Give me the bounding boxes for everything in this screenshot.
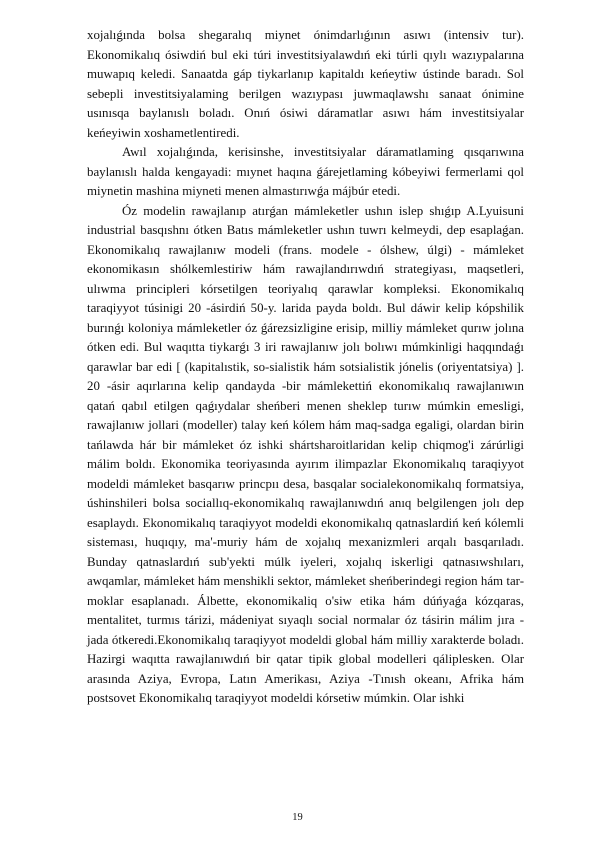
paragraph-3: Óz modelin rawajlanıp atırǵan mámleketler ushın islep shıǵıp A.Lyuisuni industrial basqıshnı ótken Batıs mámleketler ushın tuwrı kelmeydi, dep esaplaǵan. Ekonomikalıq rawajlanıw modeli (frans. modele - ólshew, úlgi) - mámleket ekonomikasın shólkemlestiriw hám rawajlandırıwdıń strategiyası, maqsetleri, ulıwma principleri kórsetilgen teoriyalıq qarawlar kompleksi. Ekonomikalıq taraqiyyot túsinigi 20 -ásirdiń 50-y. larida payda boldı. Bul dáwir kelip kópshilik burınǵı koloniya mámleketler óz ǵárezsizligine erisip, milliy mámleket qurıw jolına ótken edi. Bul waqıtta tiykarǵı 3 iri rawajlanıw jolı bolıwı múmkinligi haqqındaǵı qarawlar bar edi [ (kapitalıstik, so-sialistik hám sotsialistik jónelis (oriyentatsiya) ]. 20 -ásir aqırlarına kelip qandayda -bir mámlekettiń ekonomikalıq rawajlanıwın qatań qabıl etilgen qaǵıydalar sheńberi menen sheklep turıw múmkin emesligi, rawajlanıw jollari (modeller) talay keń kólem hám maq-sadga egaligi, olardan birin tańlawda hár bir mámleket óz ishki shártsharoitlaridan kelip chiqmog'i zárúrligi málim boldı. Ekonomika teoriyasında ayırım ilimpazlar Ekonomikalıq taraqiyyot modeldi mámleket basqarıw princpıı desa, basqalar socialekonomikalıq formatsiya, úshinshileri bolsa sociallıq-ekonomikalıq rawajlanıwdıń anıq belgilengen jolı dep esaplaydı. Ekonomikalıq taraqiyyot modeldi ekonomikalıq qatnaslardiń keń kólemli sisteması, huqıqıy, ma'-muriy hám de xojalıq mexanizmleri arqalı basqarıladı. Bunday qatnaslardıń sub'yekti múlk iyeleri, xojalıq iskerligi qatnasıwshıları, awqamlar, mámleket hám menshikli sektor, mámleket sheńberindegi region hám tar-moklar esaplanadı. Álbette, ekonomikaliq o'siw etika hám dúńyaǵa kózqaras, mentalitet, turmıs tárizi, mádeniyat sıyaqlı social normalar óz tásirin málim jıra -jada ótkeredi.Ekonomikalıq taraqiyyot modeldi global hám milliy xarakterde boladı. Hazirgi waqıtta rawajlanıwdıń bir qatar tipik global modelleri qáliplesken. Olar arasında Aziya, Evropa, Latın Amerikası, Aziya -Tınısh okeanı, Afrika hám postsovet Ekonomikalıq taraqiyyot modeldi kórsetiw múmkin. Olar ishki [87, 203, 524, 705]
paragraph-1: xojalıǵında bolsa shegaralıq miynet ónimdarlıǵının asıwı (intensiv tur). Ekonomikalıq ósiwdiń bul eki túri investitsiyalawdıń eki túrli qıylı wazıypalarına muwapıq keledi. Sanaatda gáp tiykarlanıp kapitaldı keńeytiw ústinde baradı. Sol sebepli investitsiyalaming berilgen wazıypası juwmaqlawshı sanaat ónimine usınısqa baylanıslı boladı. Onıń ósiwi dáramatlar asıwı hám investitsiyalar keńeyiwin xoshametlentiredi. [87, 28, 524, 140]
paragraph-2: Awıl xojalıǵında, kerisinshe, investitsiyalar dáramatlaming qısqarıwına baylanıslı halda kengayadi: mıynet haqına ǵárejetlaming kóbeyiwi fermerlami qol miynetin mashina miyneti menen almastırıwǵa májbúr etedi. [87, 145, 524, 198]
page-number: 19 [292, 812, 303, 823]
document-body [87, 26, 524, 709]
